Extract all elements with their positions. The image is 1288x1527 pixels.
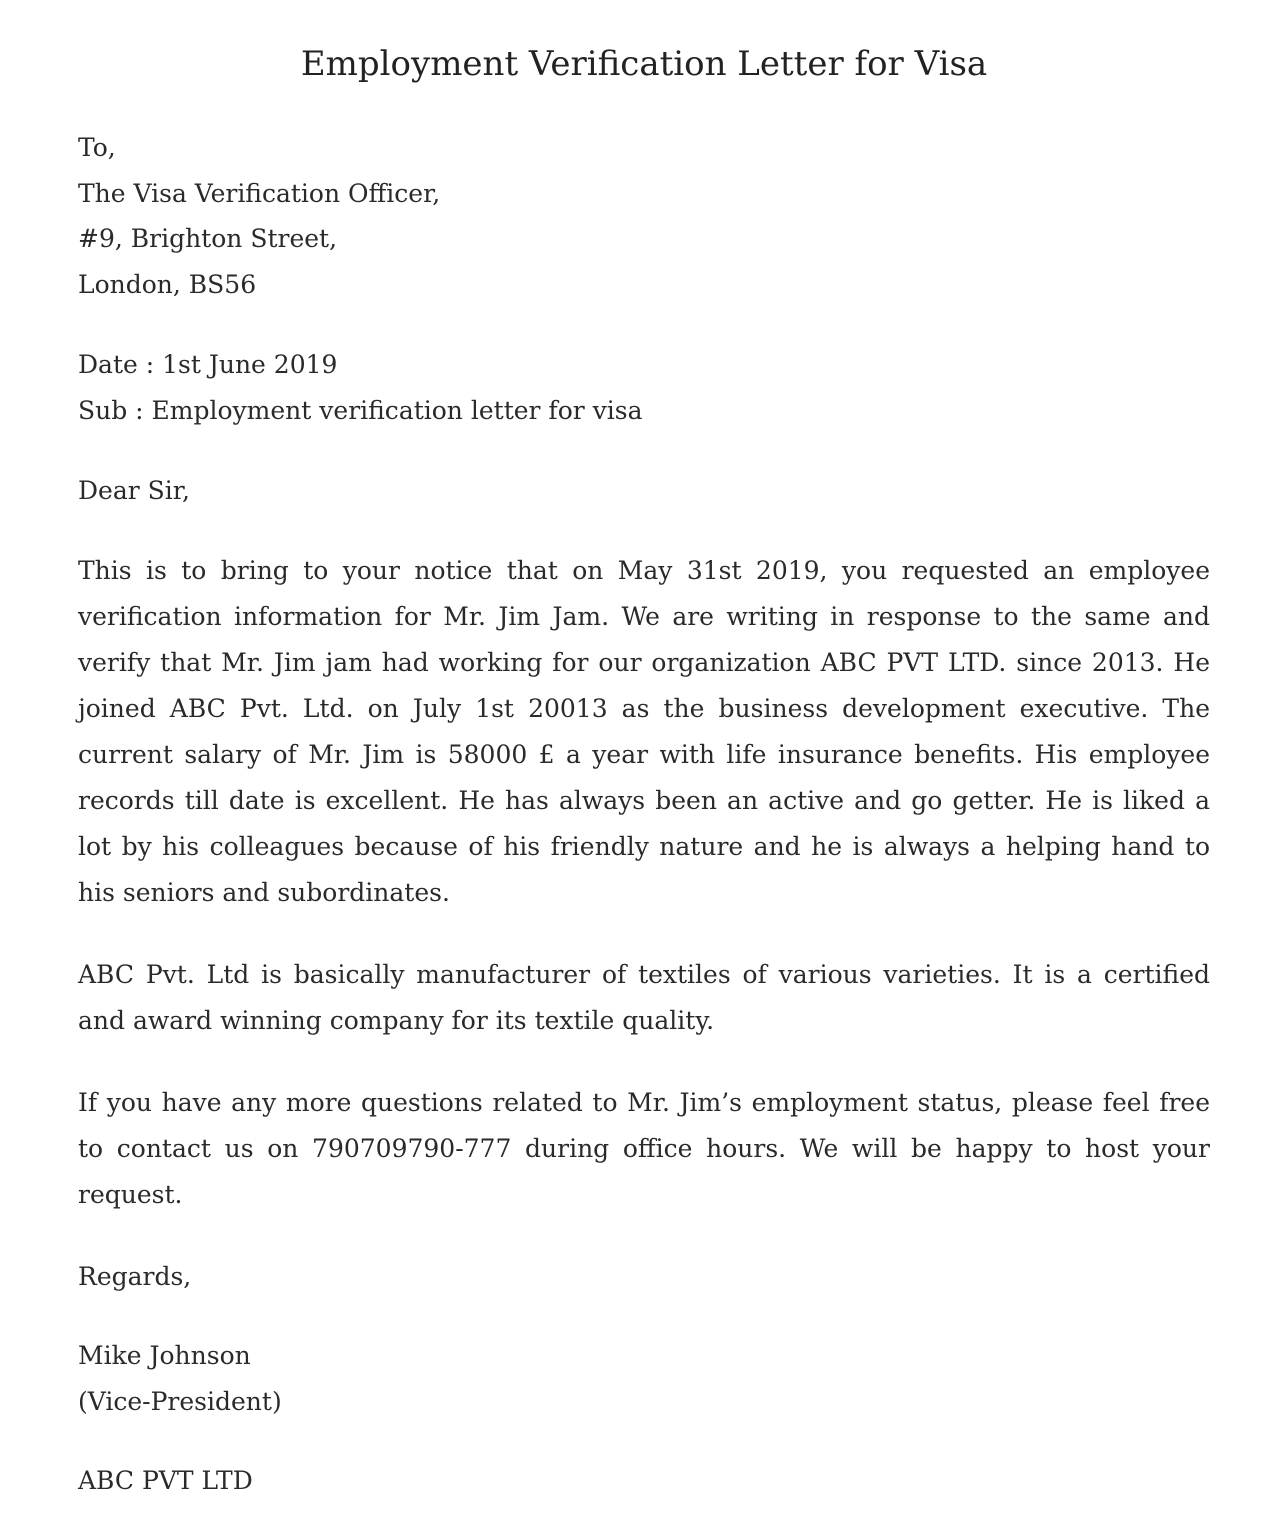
signer-name: Mike Johnson — [78, 1341, 251, 1370]
body-paragraph-2: ABC Pvt. Ltd is basically manufacturer of textiles of various varieties. It is a certified and award winning company for its textile quality. — [78, 959, 1210, 1035]
signature-block — [78, 1333, 1210, 1424]
recipient-to: To, — [78, 133, 116, 162]
recipient-name: The Visa Verification Officer, — [78, 178, 441, 208]
recipient-street: #9, Brighton Street, — [78, 224, 338, 253]
body-paragraph-3: If you have any more questions related to Mr. Jim’s employment status, please feel free to contact us on 790709790-777 during office hours. We will be happy to host your request. — [78, 1087, 1210, 1209]
recipient-address — [78, 125, 1210, 307]
letter-date: Date : 1st June 2019 — [78, 350, 338, 379]
recipient-city: London, BS56 — [78, 269, 257, 299]
letter-meta — [78, 342, 1210, 433]
signer-title: (Vice-President) — [78, 1386, 282, 1416]
letter-subject: Sub : Employment verification letter for visa — [78, 395, 643, 425]
letter-salutation: Dear Sir, — [78, 476, 190, 505]
letter-title: Employment Verification Letter for Visa — [300, 44, 988, 84]
letter-closing: Regards, — [78, 1261, 192, 1291]
company-name: ABC PVT LTD — [78, 1466, 253, 1495]
body-paragraph-1: This is to bring to your notice that on May 31st 2019, you requested an employee verification information for Mr. Jim Jam. We are writing in response to the same and verify that Mr. Jim jam had working for our organization ABC PVT LTD. since 2013. He joined ABC Pvt. Ltd. on July 1st 20013 as the business development executive. The current salary of Mr. Jim is 58000 £ a year with life insurance benefits. His employee records till date is excellent. He has always been an active and go getter. He is liked a lot by his colleagues because of his friendly nature and he is always a helping hand to his seniors and subordinates. — [78, 555, 1210, 907]
